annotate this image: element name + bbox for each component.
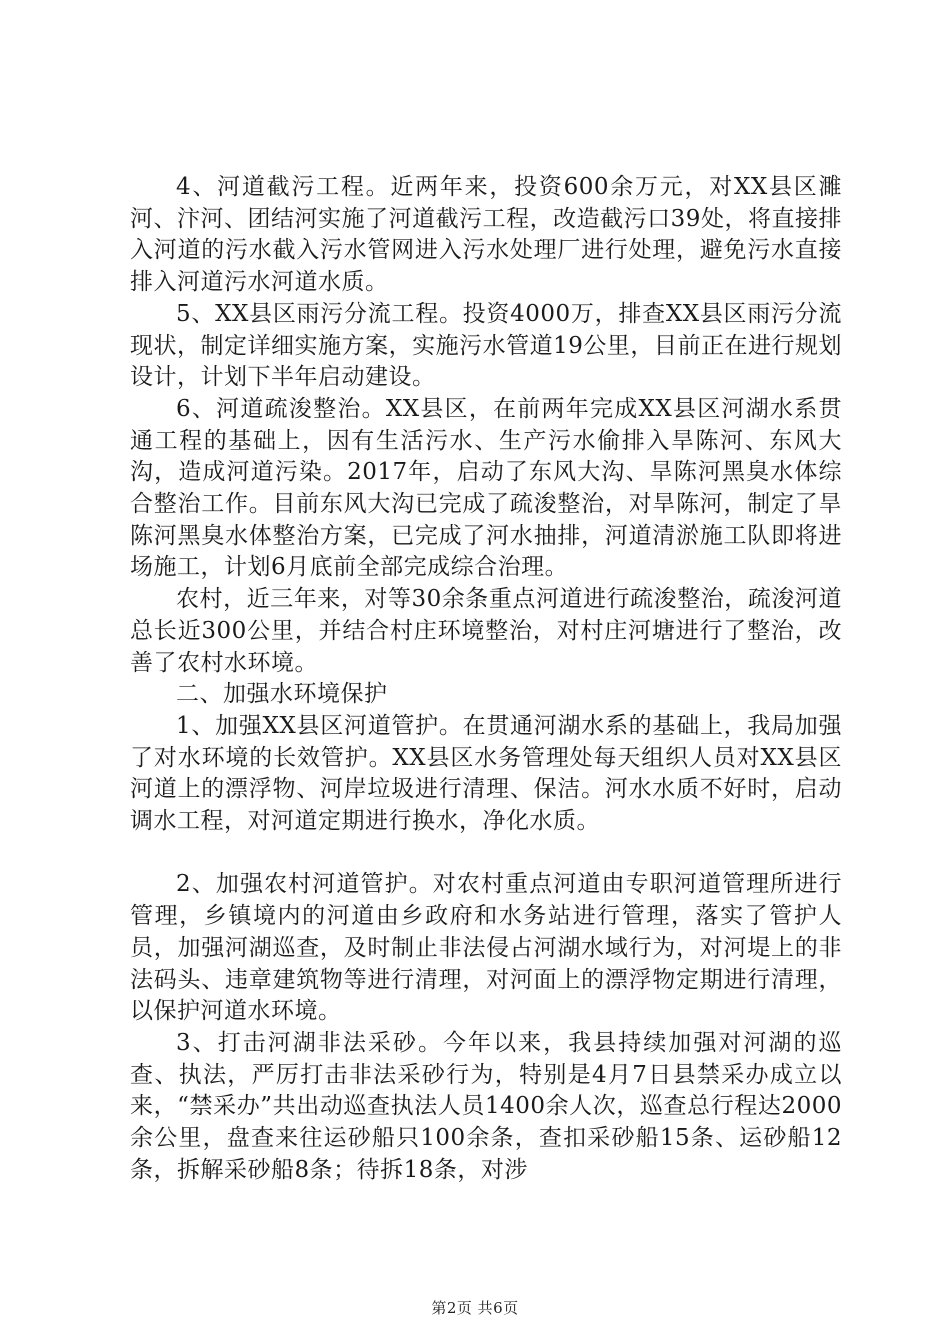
paragraph-county-river-management: 1、加强XX县区河道管护。在贯通河湖水系的基础上，我局加强了对水环境的长效管护。XX县区水务管理处每天组织人员对XX县区河道上的漂浮物、河岸垃圾进行清理、保洁。河水水质不好时，启动调水工程，对河道定期进行换水，净化水质。 bbox=[130, 712, 842, 835]
page-number-footer: 第2页 共6页 bbox=[431, 1299, 519, 1317]
paragraph-river-dredging: 6、河道疏浚整治。XX县区，在前两年完成XX县区河湖水系贯通工程的基础上，因有生活污水、生产污水偷排入旱陈河、东风大沟，造成河道污染。2017年，启动了东风大沟、旱陈河黑臭水体综合整治工作。目前东风大沟已完成了疏浚整治，对旱陈河，制定了旱陈河黑臭水体整治方案，已完成了河水抽排，河道清淤施工队即将进场施工，计划6月底前全部完成综合治理。 bbox=[130, 395, 842, 581]
paragraph-illegal-sand-mining: 3、打击河湖非法采砂。今年以来，我县持续加强对河湖的巡查、执法，严厉打击非法采砂行为，特别是4月7日县禁采办成立以来，“禁采办”共出动巡查执法人员1400余人次，巡查总行程达2000余公里，盘查来往运砂船只100余条，查扣采砂船15条、运砂船12条，拆解采砂船8条；待拆18条，对涉 bbox=[130, 1029, 842, 1183]
paragraph-rain-sewage-separation: 5、XX县区雨污分流工程。投资4000万，排查XX县区雨污分流现状，制定详细实施方案，实施污水管道19公里，目前正在进行规划设计，计划下半年启动建设。 bbox=[130, 300, 842, 391]
paragraph-interception-project: 4、河道截污工程。近两年来，投资600余万元，对XX县区濉河、汴河、团结河实施了河道截污工程，改造截污口39处，将直接排入河道的污水截入污水管网进入污水处理厂进行处理，避免污水直接排入河道污水河道水质。 bbox=[130, 174, 842, 296]
paragraph-rural-dredging: 农村，近三年来，对等30余条重点河道进行疏浚整治，疏浚河道总长近300公里，并结合村庄环境整治，对村庄河塘进行了整治，改善了农村水环境。 bbox=[130, 586, 842, 676]
document-body bbox=[130, 172, 842, 1186]
section-heading-water-protection: 二、加强水环境保护 bbox=[176, 681, 388, 708]
paragraph-rural-river-management: 2、加强农村河道管护。对农村重点河道由专职河道管理所进行管理，乡镇境内的河道由乡政府和水务站进行管理，落实了管护人员，加强河湖巡查，及时制止非法侵占河湖水域行为，对河堤上的非法码头、违章建筑物等进行清理，对河面上的漂浮物定期进行清理，以保护河道水环境。 bbox=[130, 871, 842, 1025]
